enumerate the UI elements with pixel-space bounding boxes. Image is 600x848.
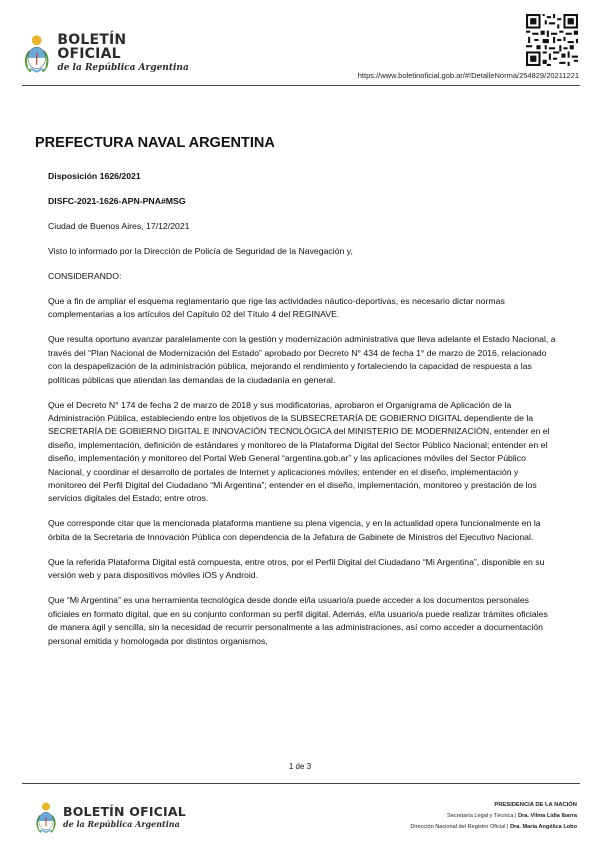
footer-line-label: Dirección Nacional del Registro Oficial | (410, 824, 511, 830)
footer-line-name: Dra. María Angélica Lobo (510, 824, 577, 830)
organization-title: PREFECTURA NAVAL ARGENTINA (35, 135, 275, 151)
paragraph: Que corresponde citar que la mencionada plataforma mantiene su plena vigencia, y en la actualidad opera funcionalmente en la órbita de la Secretaria de Innovación Pública con dependencia de la Jefatura de Gabinete de Ministros del Ejecutivo Nacional. (48, 518, 541, 542)
brand-subtitle: de la República Argentina (57, 62, 189, 73)
footer-line-legal (410, 811, 577, 822)
page-number: 1 de 3 (288, 762, 312, 771)
footer-brand-subtitle: de la República Argentina (63, 819, 180, 830)
paragraph: CONSIDERANDO: (48, 271, 122, 281)
paragraph: Visto lo informado por la Dirección de Policía de Seguridad de la Navegación y, (48, 246, 353, 256)
footer-line-name: Dra. Vilma Lidia Ibarra (518, 813, 577, 819)
document-body (48, 170, 558, 660)
footer-credits (410, 800, 577, 833)
paragraph: Que resulta oportuno avanzar paralelamente con la gestión y modernización administrativa que lleva adelante el Estado Nacional, a través del “Plan Nacional de Modernización del Estado” aprobado por Decreto N° 434 de fecha 1° de marzo de 2016, relacionado con la despapelización de la administración pública, mejorando el rendimiento y fortaleciendo la capacidad de respuesta a las políticas públicas que atiendan las demandas de la ciudadanía en general. (48, 334, 556, 385)
footer-brand-title: BOLETÍN OFICIAL (63, 804, 186, 820)
footer-boletin-logo (34, 797, 194, 837)
paragraph: Que a fin de ampliar el esquema reglamentario que rige las actividades náutico-deportivas, es necesario dictar normas complementarias a los artículos del Capítulo 02 del Título 4 del REGINAVE. (48, 296, 505, 320)
boletin-oficial-logo (22, 28, 192, 78)
footer-line-registry (410, 822, 577, 833)
place-date: Ciudad de Buenos Aires, 17/12/2021 (48, 221, 190, 231)
presidency-label: PRESIDENCIA DE LA NACIÓN (494, 802, 577, 808)
disposition-code: DISFC-2021-1626-APN-PNA#MSG (48, 196, 186, 206)
disposition-number: Disposición 1626/2021 (48, 171, 141, 181)
footer-divider (22, 783, 580, 784)
paragraph: Que “Mi Argentina” es una herramienta tecnológica desde donde el/la usuario/a puede acceder a los documentos personales oficiales en formato digital, que en su conjunto conforman su perfil digital. Además, el/la usuario/a puede realizar trámites oficiales de manera ágil y sencilla, sin la necesidad de recurrir personalmente a las administraciones, así como acceder a documentación personal emitida y homologada por distintos organismos, (48, 595, 548, 646)
footer-line-label: Secretaría Legal y Técnica | (447, 813, 519, 819)
document-url: https://www.boletinoficial.gob.ar/#!DetalleNorma/254829/20211221 (357, 71, 579, 80)
qr-code-icon (526, 14, 578, 66)
header-divider (22, 85, 580, 86)
paragraph: Que la referida Plataforma Digital está compuesta, entre otros, por el Perfil Digital del Ciudadano “Mi Argentina”, disponible en su versión web y para dispositivos móviles iOS y Android. (48, 556, 545, 581)
paragraph: Que el Decreto N° 174 de fecha 2 de marzo de 2018 y sus modificatorias, aprobaron el Organigrama de Aplicación de la Administración Pública, estableciendo entre los objetivos de la SUBSECRETARÍA DE GOBIERNO DIGITAL dependiente de la SECRETARÍA DE GOBIERNO DIGITAL E INNOVACIÓN TECNOLÓGICA del MINISTERIO DE MODERNIZACIÓN, entender en el diseño, implementación, definición de estándares y monitoreo de la Plataforma Digital del Sector Público Nacional; entender en el diseño, implementación y monitoreo del Portal Web General “argentina.gob.ar” y las aplicaciones móviles del Sector Público Nacional, y coordinar el desarrollo de portales de Internet y aplicaciones móviles; entender en el diseño, implementación y monitoreo del Perfil Digital del Ciudadano “Mi Argentina”; entender en el diseño, implementación, monitoreo y prestación de los servicios digitales del Estado; entre otros. (48, 399, 550, 504)
national-seal-icon (22, 31, 51, 75)
brand-title: BOLETÍN OFICIAL (57, 31, 127, 63)
national-seal-icon (34, 799, 58, 835)
